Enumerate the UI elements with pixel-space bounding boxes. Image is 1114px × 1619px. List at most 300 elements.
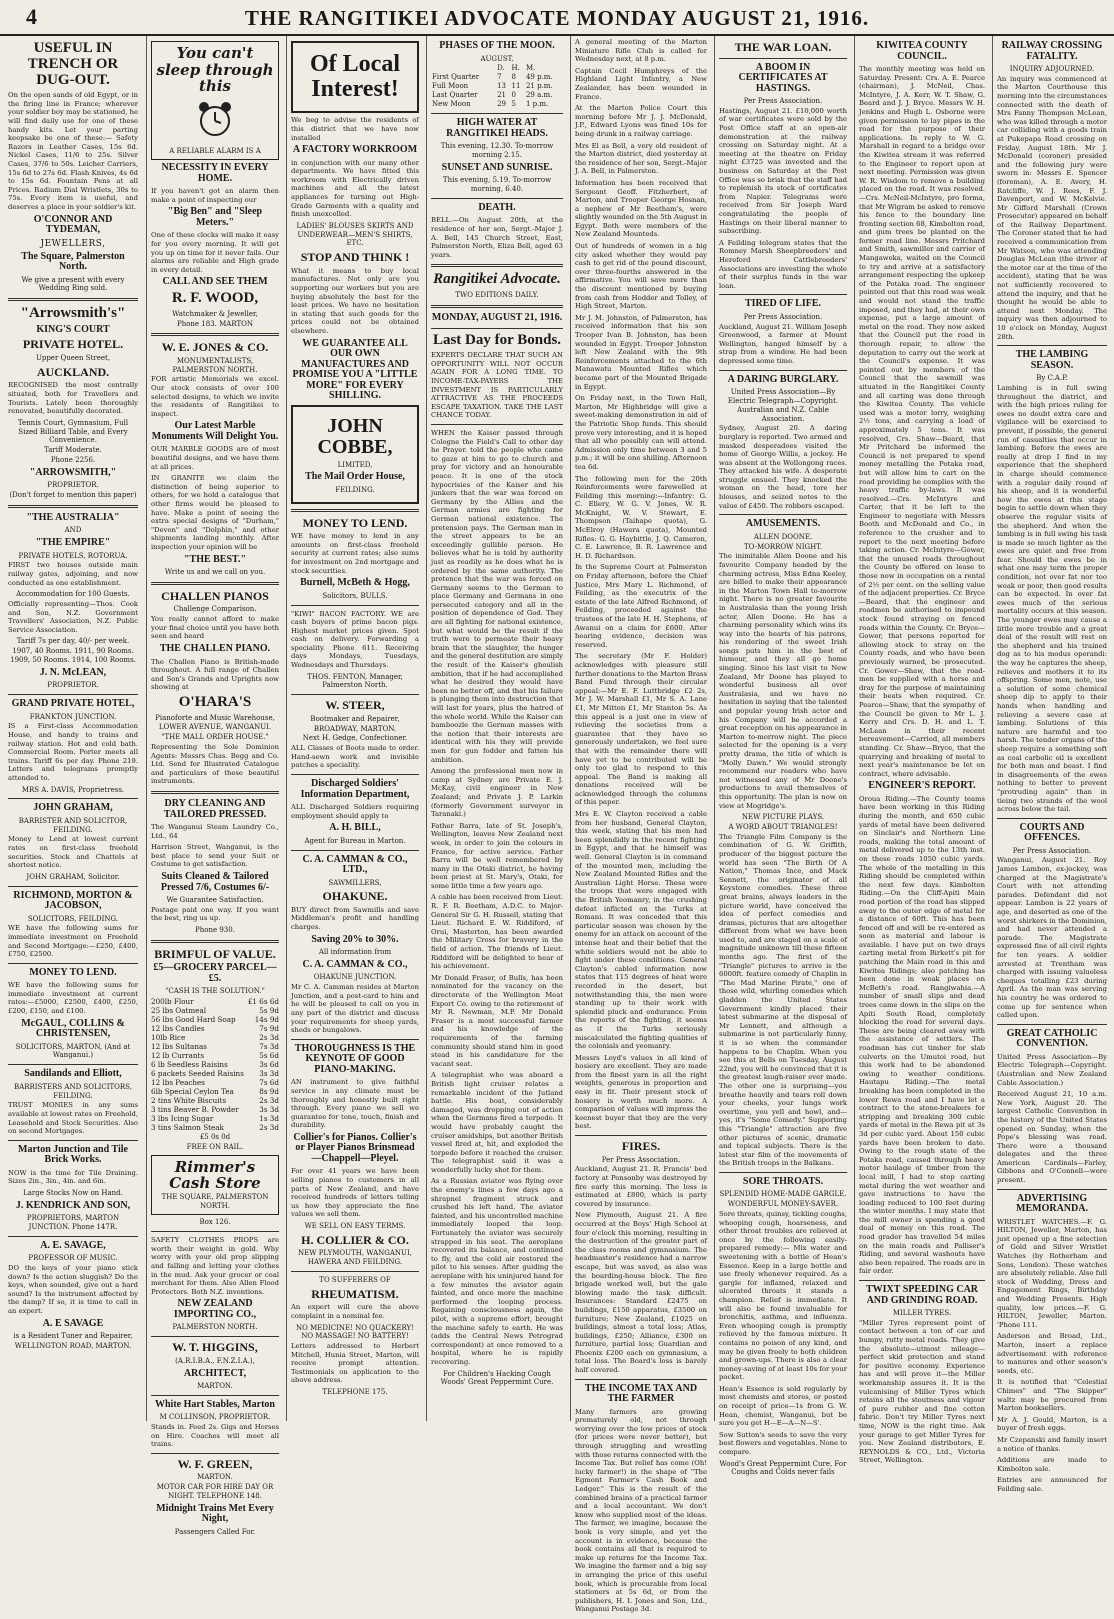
camman-body2: Mr C. A. Camman resides at Marton Junction, and a post-card to him and he will be pleased to call on you in any part of the district and discuss your requirements for sheep yards, sheds or bungalows. [291, 983, 419, 1035]
fires-body: Auckland, August 21. R. Francis' bed factory at Ponsonby was destroyed by fire early this morning. The loss is estimated at £800, which is party covered by insurance. [575, 1165, 707, 1208]
hotel-street: Upper Queen Street, [35, 354, 111, 362]
grocery-price: 5s 9d [259, 1006, 279, 1016]
grocery-row [151, 1051, 279, 1060]
ohara-name: O'HARA'S [178, 693, 252, 710]
death-body: BELL.—On August 20th, at the residence of her son, Sergt.-Major J. A. Bell, 145 Church Street, East, Palmerston North, Eliza Bell, aged 63 years. [431, 216, 563, 259]
grand-body: IS a First-class Accommodation House, and handy to trains and railway station. Hot and cold bath. Commercial Room. Porter meets all trains. Tariff 6s per day. Phone 219. Letters and telegrams promptly attended to. [8, 722, 138, 782]
amuse-body: The inimitable Allen Doone and his favourite Company headed by the charming actress, Miss Edna Keeley, are billed to make their appearance in the Marton Town Hall to-morrow night. There is no greater favourite in Australasia than the young Irish actor, Allen Doone. He has a charming personality which wins its way into the hearts of his patrons, his rendering of the sweet Irish songs puts him in the best of humour, and they all go home singing. Since his last visit to New Zealand, Mr Doone has played to wonderful business all over Australasia, and we have no hesitation in saying that the talented and popular young Irish actor and his Company will be accorded a great reception on his appearance in Marton to-morrow night. The piece selected for the opening is a very pretty drama, the title of which is "Molly Dawn." We would strongly recommend our readers who have not witnessed any of Mr Doone's productions to avail themselves of this opportunity. The plan is now on view at Mogridge's. [719, 552, 847, 810]
tide-body: This evening, 12.30. To-morrow morning 2.15. [440, 142, 554, 160]
twixt-title: TWIXT SPEEDING CAR AND GRINDING ROAD. [865, 1284, 979, 1306]
camman-junction: OHAKUNE JUNCTION. [313, 973, 397, 982]
amuse-sub: ALLEN DOONE. [753, 532, 813, 541]
camman-body: BUY direct from Sawmills and save Middleman's profit and handling charges. [291, 905, 419, 932]
jones-granite: IN GRANITE we claim the distinction of being superior to others, for we hold a catalogue that other firms would be pleased to have. Make a point of seeing the extra special designs of "Durham," "Devon" and "Dolphin," and other shipments landing monthly. After inspection your opinion will be [151, 474, 279, 551]
war-pa: Per Press Association. [743, 97, 823, 106]
grocery-price: 2s 3d [259, 1033, 279, 1043]
tide-title: HIGH WATER AT RANGITIKEI HEADS. [446, 117, 548, 139]
camman-name: C. A. CAMMAN & CO., LTD., [302, 853, 408, 875]
steer-place: BROADWAY, MARTON. [313, 724, 397, 733]
column-3 [286, 36, 423, 1421]
moon-cell: 0 [511, 91, 516, 100]
grocery-item: 3 tins Salmon Steak [151, 1123, 224, 1133]
col5-body4: Mrs El as Bell, a very old resident of the Marton district, died yesterday at the residence of her son, Sergt.-Major J. A. Bell, in Palmerston. [575, 141, 707, 176]
page-number: 4 [26, 4, 37, 29]
moon-cell: New Moon [432, 100, 471, 109]
postage: Postage paid one way. If you want the best, ring us up. [151, 905, 279, 923]
rail-body: An inquiry was commenced at the Marton Courthouse this morning into the circumstances connected with the death of Mrs Fanny Thompson McLean, who was killed through a motor car colliding with a goods train at Pukepapa Road crossing on Friday, August 18th. Mr J. McDonald (coroner) presided and the following jury were sworn in: Messrs E. Spencer (foreman), A. E. Avery, H. Ratcliffe, W. J. Rees, F. J. Davenport, and W. McKelvie. Mr Gifford Marshall (Crown Prosecutor) appeared on behalf of the Railway Department. The Coroner stated that he had received a communication from Mr Watson, who was attending Douglas McLean (the driver of the motor car at the time of the accident), stating that he was not sufficiently recovered to attend the inquiry, and that he thought he would be able to attend next Monday. The inquiry was then adjourned to 10 o'clock on Monday, August 28th. [997, 74, 1107, 341]
col5-body13: Messrs Loyd's values in all kind of hosiery are excellent. They are made from the finest yarn in all the right weights, generous in proportion and easy in fit. Their present stock of hosiery is worth much more. A comparison of values will impress the keenest buyer that they are the very best. [575, 1053, 707, 1131]
brimful-cash: "CASH IS THE SOLUTION." [165, 987, 265, 996]
col5-body9: The following men for the 20th Reinforcements were farewelled at Feilding this morning:—Infantry: G. C. Ellery, W. G. V. Jones, W. R. McKnight, W. V. Stewart, E. Thompson (Taihape quota), G. McElroy (Hawera quota), Mounted Rifles: G. G. Haybittle, J. Q. Cameron, C. E. Lawrence, B. R. Lawrence and H. D. Richardson. [575, 474, 707, 560]
soldiers-title: Discharged Soldiers' Information Department, [300, 778, 410, 800]
grocery-table [151, 997, 279, 1132]
grocery-row [151, 1015, 279, 1024]
camman-addr: All information from [318, 948, 392, 957]
jones-best: "THE BEST." [183, 553, 247, 565]
sleep-title: NECESSITY IN EVERY HOME. [161, 162, 269, 184]
advert-body7: Entries are announced for Feilding sale. [997, 1476, 1107, 1493]
advert-body3: It is notified that "Celestial Chimes" and "The Skipper" waltz may be procured from Marton booksellers. [997, 1378, 1107, 1413]
money-body: WE have the following sums for immediate investment at current rates:—£5000, £2500, £400, £250, £200, £150, and £100. [8, 981, 138, 1016]
local-interest-box [291, 41, 419, 113]
advert-body4: Mr A. J. Gould, Marton, is a buyer of fresh eggs. [997, 1415, 1107, 1433]
amuse-title: AMUSEMENTS. [745, 518, 821, 530]
rheum-body: An expert will cure the above complaint in a nominal fee. [291, 1303, 419, 1320]
column-4 [426, 36, 567, 1421]
camman-sub: SAWMILLERS, [328, 878, 382, 887]
paper-sub: TWO EDITIONS DAILY. [455, 291, 539, 300]
tri-body: The Triangle Film Company is the combination of G. W. Griffith, producer of the biggest picture the world has seen "The Birth Of A Nation," Thomas Ince, and Mack Sennett, the originator of all Keystone comedies. These three great brains, always leaders in the picture world, have conceived the idea of perfect comedies and dramas, pictures that are altogether different from what we have been used to, and are staged on a scale of magnitude unknown till these fifteen months ago. The first of the "Triangle" pictures to arrive is the 6000ft. feature comedy of Chaplin in "The Mad Marine Pirate," one of those wild, whirling comedies which gladden the United States Government kindly placed their latest submarine at the disposal of Mr Lennett, and although a submarine is not particularly funny, it is so when the commander happens to be Chaplin. When you see this at Bells on Tuesday, August 22nd, you will be convinced that it is the greatest laugh-raiser ever made. The other one is surprising—you breathe heavily and tears roll down your cheeks, your lungs work overtime, you yell and howl, and—yes, it's "Some Comedy." Supporting this "Triangle" attraction are five other pictures of scenic, dramatic and topical subjects. There is the latest star film of the movements of the British troops in the Balkans. [719, 832, 847, 1168]
col5-body2: Captain Cecil Humphreys of the Highland Light Infantry, a New Zealander, has been wounded in France. [575, 66, 707, 101]
hotel-court: KING'S COURT [36, 323, 110, 335]
sore-body3: Sow Sutton's seeds to save the very best flowers and vegetables. None to compare. [719, 1430, 847, 1457]
grocery-price: 7s 9d [259, 1024, 279, 1034]
mcgaul-name: McGAUL, COLLINS & CHRISTENSEN, [21, 1017, 125, 1040]
grocery-price: 5s 6d [259, 1051, 279, 1061]
richmond-name: RICHMOND, MORTON & JACOBSON, [13, 889, 133, 912]
lamb-body: Lambing is in full swing throughout the district, and with the high prices ruling for ewes no doubt extra care and vigilance will be exercised to prevent, if possible, the general run of casualties that occur in lambing. Before the ewes are really at drop I find in my experience that the shepherd in charge should commence with a regular daily round of his sheep, and it is wonderful how the ewes at this stage begin to settle down when they observe the regular visits of the shepherd. And when the lambing is in full swing his task is made so much lighter as the ewes are quiet and free from fear. Should the ewes be in what one may term the proper condition, not over fat nor too weak or poor, then good results can be expected. In over fat ewes much of the serious mortality occurs at this season. The younger ewes may cause a little more trouble and a great deal of the result will rest on the shepherd and his trained dog as to his modus operandi: the way he captures the sheep, relieves and mothers it to its offspring. Some men, note, use a solution of some chemical sheep dip to apply to their hands when handling and relieving a severe case at lambing. Solutions of this nature are harmful and too harsh. The tender organs of the sheep require a something soft as coal carbolic oil is excellent for both man and beast. I find in disagreements of the ewes nothing to better to prevent "protruding again" than in tieing two strands of the wool across below the tail. [997, 384, 1107, 814]
col3-money-title: MONEY TO LEND. [302, 515, 408, 530]
alarm-clock-icon [155, 99, 275, 143]
sandilands-name: Sandilands and Elliott, [24, 1068, 122, 1080]
sleep-caption: A RELIABLE ALARM IS A [169, 146, 261, 155]
grocery-row [151, 997, 279, 1006]
grocery-price: 7s 3d [259, 1042, 279, 1052]
steer-name: W. STEER, [325, 698, 385, 713]
higgins-sub: (A.R.I.B.A., F.N.Z.I.A.), [175, 1356, 255, 1365]
death-title: DEATH. [478, 201, 516, 213]
kaiser-body: WHEN the Kaiser passed through Cologne the Field's Call to other day he Prayer. told the people who came to gaze at him to go to church and pray for victory and an honourable peace. It is one of the stock hypocrisies of the Kaiser and his junkers that the war was forced on Germany by the Allies and the German armies are fighting for German national existence. The pretension pays. The German man in the street appears to be an exceedingly gullible person. He believes what he is told by authority just as readily as he does what he is ordered by the same authority. The pretence that the war was forced on Germany seems to the German to place Germany and Germans in one persecuted category and all in the position of dependence of God. They are all fighting for national existence, but what would be the result if the truth were to permeate their heavy brain that the slaughter, the hunger and the general destitution are simply the result of the Kaiser's ghoulish ambition, that if he had accomplished what he desired they would have been no better off, and that his failure is plunging them into destruction that will last for years, plus the hatred of the whole world. While the Kaiser can bamboozle the German masses with the notion that their interests are identical with his they will provide men for gun fodder and fatten his ambition. [431, 429, 564, 764]
hotel-mention: (Don't forget to mention this paper) [9, 491, 137, 500]
phone: Phone 930. [195, 925, 235, 934]
masthead [0, 0, 1114, 36]
white-hart-prop: M COLLINSON, PROPRIETOR. [159, 1413, 271, 1422]
green-place: MARTON. [197, 1473, 233, 1482]
higgins-place: MARTON. [197, 1382, 233, 1390]
col5-body8: On Friday next, in the Town Hall, Marton, Mr Highbridge will give a sweet-making demonstration in aid of the Patriotic Shop funds. This should prove very interesting, and it is hoped that all who possibly can will attend. Admission only time between 3 and 5 p.m.; it will be one shilling. Afternoon tea 6d. [575, 394, 707, 471]
rimmers-line2: THE SQUARE, PALMERSTON NORTH. [161, 1192, 269, 1210]
grand-prop: MRS A. DAVIS, Proprietress. [21, 785, 125, 794]
convention-title: GREAT CATHOLIC CONVENTION. [1006, 1027, 1098, 1050]
empire-body: FIRST two houses outside main railway gates, adjoining, and now conducted as one establishment. [8, 561, 138, 587]
useful-title: USEFUL IN TRENCH OR DUG-OUT. [27, 40, 119, 88]
lamb-title: THE LAMBING SEASON. [1015, 349, 1089, 371]
moon-cell: 21 p.m. [525, 82, 553, 91]
grocery-row [151, 1042, 279, 1051]
thorough-body: AN instrument to give faithful service in any climate must be thoroughly and honestly built right through. Every piano we sell we guarantee for tone, touch, finish and durability. [291, 1078, 419, 1130]
moon-cell: 13 [497, 82, 506, 91]
sore-body: Sore throats, quinsy, tickling coughs, whooping cough, hoarseness, and other throat troubles are relieved at once by the following easily-prepared remedy:— Mix water and sweetening with a bottle of Hean's Essence. Keep in a large bottle and use freely whenever required. As a gargle for inflamed, relaxed and ulcerated throats it stands a champion. Relief is immediate. It will also be found invaluable for bronchitis, asthma, and influenza. Even whooping cough is promptly relieved by the famous mixture. It contains no poison of any kind, and may be given freely to both children and grown-ups. There is also a clear money-saving of at least 10s for your pocket. [719, 1210, 847, 1382]
graham-body: Money to Lend at lowest current rates on first-class freehold securities. Stock and Chattels at shortest notice. [8, 835, 138, 870]
white-hart: White Hart Stables, Marton [155, 1398, 275, 1410]
sore-sub: SPLENDID HOME-MADE GARGLE. [719, 1190, 847, 1199]
moon-title: PHASES OF THE MOON. [439, 40, 555, 51]
wood-sub: Watchmaker & Jeweller, [172, 309, 258, 318]
courts-title: COURTS AND OFFENCES. [1019, 821, 1085, 844]
advert-body5: Mr Czepanski and family insert a notice of thanks. [997, 1435, 1107, 1453]
brick-sub: PROPRIETORS, MARTON JUNCTION. Phone 147R. [26, 1214, 120, 1231]
grocery-row [151, 1114, 279, 1123]
brick-body: NOW is the time for Tile Draining. Sizes 2in., 3in., 4in. and 6in. [8, 1168, 138, 1186]
grocery-price: 8s 9d [259, 1087, 279, 1097]
hotel-phone: Phone 2256. [50, 455, 96, 464]
sandilands-sub: BARRISTERS AND SOLICITORS, FEILDING. [14, 1082, 132, 1100]
wanganui-name: The Wanganui Steam Laundry Co., Ltd., 64 [151, 823, 279, 840]
cobbe-sub: LIMITED, [337, 460, 373, 469]
engineer-body: Oroua Riding.—The County teams have been working in this Riding during the month, and 650 cubic yards of metal have been delivered on Sinclair's and Northern Line roads, making the total amount of metal delivered up to the 13th inst. on these roads 1050 cubic yards. The whole of the metalling in this Riding should be completed within the next few days. Kimbolton Riding.—On the Cliff-Apiti Main road portion of the road has slipped away to the outer edge of metal for a distance of 60ft. This has been fenced off and will be re-entered as soon as material and labour is available. I have put on two drays carting metal from Birkett's pit for patching the Main road in this and Kiwitea Ridings; also patching has been done in weak places on McBeth's road. Rangiwahia.—A number of small slips and dead trees came down in the slips on the Apiti South Road, completely blocking the road for several days. These are being cleared away with the assistance of settlers. The roadman has cut timber for slab culverts on the Umutoi road, but this work had to be abandoned owing to weather conditions. Hautapu Riding.—The metal breaking has been completed in the lower Rewa road and I have let a contract to the stone-breakers for stripping and breaking 300 cubic yards of metal in the Rewa pit at 3s 3d per cubic yard. About 150 cubic yards have been broken to date. Owing to the rough state of the Potaka road, caused through heavy motor haulage of timber from the local mill, I had to stop carting metal during the wet weather and gave instructions to have the loading reduced to 100 feet during the winter months. I may state that the mill owner is spending a good deal of money on this road. The road grader has travelled 54 miles on the main roads and Palliser's Riding, and several washouts have also been repaired. The roads are in fair order. [859, 794, 985, 1276]
moon-cell: 21 [497, 91, 506, 100]
kaiser-body6: A telegraphist who was aboard a British light cruiser relates a remarkable incident of the Jutland battle. His boat, considerably damaged, was dropping out of action when the Germans fired a torpedo. It would have probably caught the cruiser amidships, but another British vessel fired at, hit, and exploded the torpedo before it reached the cruiser. The telegraphist said it was a wonderfully lucky shot for them. [431, 1071, 563, 1174]
moon-cell: 1 p.m. [525, 100, 549, 109]
grocery-item: 12 lbs Candles [151, 1024, 205, 1034]
col5-body10: In the Supreme Court at Palmerston on Friday afternoon, before the Chief Justice, Mrs Mary L. Richmond, of Feilding, as the executrix of the estate of the late Alfred Richmond, of Feilding, proceeded against the trustees of the late H. H. Stephens, of Awanui on a claim for £600. After hearing evidence, decision was reserved. [575, 563, 707, 649]
grocery-total: £5 0s 0d [199, 1133, 231, 1142]
hotel-body: RECOGNISED the most centrally situated, both for Travellers and Tourists. Lately been thoroughly renovated, beautifully decorated. [8, 381, 138, 416]
grocery-row [151, 1078, 279, 1087]
brick-title: Marton Junction and Tile Brick Works. [18, 1143, 128, 1166]
hotel-private: PRIVATE HOTEL. [22, 337, 124, 352]
white-hart-body: Stands in. Feed 2s. Gigs and Horses on Hire. Coaches will meet all trains. [151, 1423, 279, 1449]
ohara-sub: Pianoforte and Music Warehouse, [155, 713, 275, 722]
war-body: Hastings, August 21. £10,000 worth of war certificates were sold by the Post Office staff at an open-air demonstration at the railway crossing on Saturday night. At a meeting at the theatre on Friday night £3725 was invested and the business on Saturday at the Post Office was so brisk that the staff had to replenish its stock of certificates from Napier. Telegrams were received from Sir Joseph Ward congratulating the people of Hastings on their liberal manner to subscribing. [719, 106, 847, 236]
local-body: We beg to advise the residents of this district that we have now installed [291, 116, 419, 142]
workroom-title: A FACTORY WORKROOM [292, 144, 418, 156]
soldiers-body: ALL Discharged Soldiers requiring employment should apply to [291, 803, 419, 820]
moon-head-0 [431, 64, 496, 73]
wood-phone: Phone 183. MARTON [176, 319, 254, 328]
savage-body: DO the keys of your piano stick down? Is the action sluggish? Do the keys, when sounded, give out a hard sound? Is the instrument affected by the damp? If so, it is time to call in an expert. [8, 1264, 138, 1316]
kaiser-body3: Father Barra, late of St. Joseph's, Wellington, leaves New Zealand next week, in order to join the colours in France, for active service. Father Barra will be well remembered by many in the Otaki district, he having been priest at St. Mary's, Otaki, for some little time a few years ago. [431, 821, 563, 890]
rheum-title: RHEUMATISM. [311, 1286, 399, 1301]
grocery-item: 200lb Flour [151, 997, 194, 1007]
australia-and: AND [64, 526, 82, 535]
grocery-price: 2s 3d [259, 1096, 279, 1106]
fires-body2: New Plymouth, August 21. A fire occurred at the Boys' High School at four o'clock this morning, resulting in the destruction of the greater part of the class rooms and gymnasium. The headmaster's residence had a narrow escape, but was saved, as also was the boarding-house block. The fire brigade worked well, but the gale blowing made the task difficult. Insurances: Standard £2475 on buildings, £150 apparatus, £3500 on furniture; New Zealand, £1025 on buildings, almost a total loss; Atlas, buildings, £250; Alliance, £300 on furniture, partial loss; Guardian and Phoenix £200 each on gymnasium, a total loss. The Board's loss is barely half covered. [575, 1211, 707, 1375]
tired-title: TIRED OF LIFE. [744, 298, 822, 310]
moon-cell: First Quarter [432, 73, 480, 82]
rail-sub: INQUIRY ADJOURNED. [1009, 65, 1095, 73]
safety-body: SAFETY CLOTHES PROPS are worth their weight in gold. Why worry with your old prop slipping and falling and letting your clothes in the mud. Ask your grocer or coal merchant for them. Also Allen Flood Protectors. Both N.Z. inventions. [151, 1236, 279, 1296]
workroom-body: in conjunction with our many other departments. We have fitted this workroom with Electrically driven machines and all the latest appliances for turning out High-Grade Garments with a quality and finish unexcelled. [291, 158, 419, 219]
challen-name: CHALLEN PIANOS [161, 588, 269, 603]
income-title: THE INCOME TAX AND THE FARMER [584, 1382, 698, 1405]
moon-cell: 29 [497, 100, 506, 109]
rheum-body2: Letters addressed to Herbert Mitchell, Hunia Street, Marton, will receive prompt attention. Testimonials on application to the above address. [291, 1342, 419, 1385]
kaiser-body4: A cable has been received from Lieut. R. F. R. Beetham, A.D.C. to Major-General Sir G. H. Russell, stating that Lieut. Richard E. W. Riddiford, of Orui, Masterton, has been awarded the Military Cross for bravery in the field of action. The friends of Lieut. Riddiford will be delighted to hear of his achievement. [431, 893, 563, 971]
oconnor-address: The Square, Palmerston North. [21, 250, 125, 273]
guarantee-title: WE GUARANTEE ALL OUR OWN MANUFACTURES AND PROMISE YOU A "LITTLE MORE" FOR EVERY SHILLING. [292, 337, 418, 402]
sandilands-body: TRUST MONIES in any sums available at lowest rates on Freehold, Leasehold and Stock Securities. Also on second Mortgages. [8, 1101, 138, 1136]
empire-title: "THE EMPIRE" [35, 537, 111, 549]
bonds-title: Last Day for Bonds. [432, 331, 562, 348]
bill-sub: Agent for Bureau in Marton. [304, 836, 406, 845]
grocery-item: 3 tins Beaver B. Powder [151, 1105, 239, 1115]
jones-body: FOR artistic Memorials we excel. Our stock consists of over 100 selected designs, to which we invite the residents of Rangitikei to inspect. [151, 375, 279, 418]
sleep-products: "Big Ben" and "Sleep Meters." [167, 206, 263, 228]
advert-body: WRISTLET WATCHES.—F. G. HILTON, Jeweller, Marton, has just opened up a fine selection of Gold and Silver Wristlet Watches (by Rotherham and Sons, London). These watches are absolutely reliable. Also full stock of Wedding, Dress and Engagement Rings, Birthday and Wedding Presents. High quality, low prices.—F. G. HILTON, Jeweller, Marton. 'Phone 111. [997, 1217, 1107, 1329]
sun-body: This evening, 5.19. To-morrow morning, 6.40. [442, 176, 552, 194]
grocery-item: 6 lb Seedless Raisins [151, 1060, 228, 1070]
suits-line: Suits Cleaned & Tailored Pressed 7/6, Costumes 6/- [160, 871, 270, 893]
jones-name: W. E. JONES & CO. [161, 340, 269, 355]
dry-title: DRY CLEANING AND TAILORED PRESSED. [163, 798, 267, 820]
ohara-address: LOWER AVENUE, WANGANUI. [158, 723, 272, 732]
council-body: The monthly meeting was held on Saturday. Present: Crs. A. E. Pearce (chairman), J. McNeil, Chas. McIntyre, J. A. Kerr, W. T. Shaw, G. Beard and J. J. Bryce. Messrs W. H. Jenkins and Hugh L. Osborne were given permission to lay pipes in the road for the purpose of their applications. In reply to W. G. Marshall in regard to a bridge over the Kiwitea stream it was referred to the Engineer to report upon at next meeting. Permission was given W. R. Wisdom to remove a building placed on the road. It was resolved.—Crs. McNeil-McIntyre, pro forma, that Mr Wigram be asked to remove his fence to the boundary line fronting section 68, Kimbolton road, and gum trees be planted on the former road line. Messrs Pritchard and Smith, sawmiller and carrier of Mangaweka, waited on the Council to try and arrive at a satisfactory arrangement respecting the upkeep of the Potaka road. The engineer pointed out that this road was weak and would not stand the traffic imposed, and they had, at their own expense, put a large amount of metal on the road. They now asked that the Council put the road in thorough repair, to allow the deputation to carry out the work at the Council's expense. It was pointed out by members of the Council that the sawmill was situated in the Rangitikei County and all carting was done through the Kiwitea County. The vehicle used was a motor lorry, weighing 2½ tons, and carrying a load of approximately 5 tons. It was resolved, Crs. Shaw—Beard, that Mr Pritchard be informed the Council is not prepared to spend money metalling the Potaka road, but will allow him to cart on the road providing he complies with the heavy traffic by-laws. It was resolved.—Crs. McIntyre and Carter, that it be left to the Engineer to negotiate with Messrs Booth and McDonald and Co., in reference to the crusher and to report to the next meeting before taking action. Cr. McIntyre—Gower, that the unused roads throughout the County be offered on lease to those now in occupation on a rental of 2½ per cent. on the selling value of the adjacent properties. Cr. Bryce—Beard, that the engineer and roadmen be authorised to impound stock found straying on fenced roads within the County. Cr. Bryce—Gower, that persons reported for allowing stock to stray on the County roads, and who have been previously warned, be prosecuted. Cr. Gower—Shaw, that the road-men be supplied with a horse and dray for the purpose of maintaining their beats when required. Cr. Pearce—Shaw, that the sympathy of the Council be given to Mr L. J. Kerry and Crs. D. H. and L. T. McLean in their recent bereavement—Carried, all members standing. Cr. Shaw—Bryce, that the quarrying and breaking of metal to next year's maintenance be let on contract, where advisable. [859, 65, 985, 778]
grocery-price: 3s 3d [259, 1069, 279, 1079]
green-body: MOTOR CAR FOR HIRE DAY OR NIGHT. TELEPHONE 148. [156, 1483, 274, 1501]
burglary-title: A DARING BURGLARY. [727, 373, 839, 385]
kiwi-body: "KIWI" BACON FACTORY. WE are cash buyers of prime bacon pigs. Highest market prices given. Spot cash on delivery. Forwarding a speciality. Phone 611. Receiving days Mondays, Tuesdays, Wednesdays and Thursdays. [291, 609, 419, 670]
rheum-phone: TELEPHONE 175. [322, 1388, 388, 1397]
burnell-name: Burnell, McBeth & Hogg, [300, 577, 410, 589]
convention-pa: United Press Association—By Electric Telegraph—Copyright. (Australian and New Zealand Cable Association.) [997, 1052, 1107, 1087]
kaiser-body2: Among the professional men now in camp at Sydney are Private E. J. McKay, civil engineer in New Zealand; and Private J. P. Larkin (formerly Government surveyor in Taranaki.) [431, 767, 563, 819]
grocery-item: 12 lbs Sultanas [151, 1042, 207, 1052]
wood-call: CALL AND SEE THEM [162, 276, 268, 288]
green-name: W. F. GREEN, [177, 1456, 253, 1471]
tri-title: A WORD ABOUT TRIANGLES! [728, 822, 838, 831]
column-6 [714, 36, 851, 1477]
col5-body3: At the Marton Police Court this morning before Mr J. J. McDonald, J.P., Edward Lyons was fined 10s for being drunk in a railway carriage. [575, 104, 707, 138]
grocery-row [151, 1069, 279, 1078]
collier-terms: WE SELL ON EASY TERMS. [304, 1221, 406, 1230]
grocery-price: 2s 3d [259, 1123, 279, 1133]
grocery-item: 6lb Special Ceylon Tea [151, 1087, 234, 1097]
moon-head-1: D. [497, 64, 505, 73]
collier-sub: NEW PLYMOUTH, WANGANUI, HAWERA AND FEILDING. [298, 1249, 412, 1267]
grocery-item: 6 packets Seeded Raisins [151, 1069, 244, 1079]
green-passengers: Passengers Called For. [174, 1527, 256, 1536]
column-2 [146, 36, 283, 1536]
collier-body: For over 41 years we have been selling pianos to customers in all parts of New Zealand, and have received hundreds of letters telling us how they appreciate the fine values we sell them. [291, 1167, 419, 1219]
oconnor-sub: JEWELLERS, [40, 238, 106, 249]
richmond-sub: SOLICITORS, FEILDING. [27, 914, 119, 923]
grocery-row [151, 1060, 279, 1069]
advert-body6: Additions are made to Kimbolton sale. [997, 1456, 1107, 1473]
grocery-price: £1 6s 6d [247, 997, 279, 1007]
jones-headline: Our Latest Marble Monuments Will Delight You. [151, 420, 279, 442]
ohara-body: Representing the Sole Dominion Agents: Messrs Chas. Begg and Co. Ltd. Send for Illustrated Catalogue and particulars of these beautiful instruments. [151, 743, 279, 786]
empire-rooms: 1907, 40 Rooms. 1911, 90 Rooms. 1909, 50 Rooms. 1914, 100 Rooms. [10, 647, 136, 664]
burnell-sub: Solicitors, BULLS. [322, 591, 388, 600]
bonds-body: EXPERTS DECLARE THAT SUCH AN OPPORTUNITY WILL NOT OCCUR AGAIN FOR A LONG TIME. TO INCOME-TAX-PAYERS THE INVESTMENT IS PARTICULARLY ATTRACTIVE AS THE PROCEEDS ESCAPE TAXATION. TAKE THE LAST CHANCE TODAY. [431, 351, 563, 420]
burglary-body: Sydney, August 20. A daring burglary is reported. Two armed and masked desperadoes visited the home of George Willis, a jockey. He was absent at the Wollongong races. They attacked his wife. A desperate struggle ensued. They knocked the woman on the head, tore her blouses, and seized notes to the value of £450. The robbers escaped. [719, 424, 847, 510]
jones-sub: MONUMENTALISTS, PALMERSTON NORTH. [172, 356, 258, 374]
grocery-item: 12 lbs Peaches [151, 1078, 205, 1088]
date-line: MONDAY, AUGUST 21, 1916. [431, 312, 563, 323]
cobbe-store: The Mail Order House, [305, 471, 405, 483]
col3-money-body: WE have money to lend in any amounts on first-class freehold security at current rates; also sums for investment on 2nd mortgage and stock securities. [291, 532, 419, 575]
collier-name: H. COLLIER & CO. [301, 1232, 409, 1247]
sore-sub2: WONDERFUL MONEY-SAVER. [727, 1200, 839, 1209]
rail-title: RAILWAY CROSSING FATALITY. [1001, 40, 1103, 62]
ohara-house: "THE MALL ORDER HOUSE." [161, 733, 269, 742]
graham-name: JOHN GRAHAM, [33, 802, 113, 814]
higgins-name: W. T. HIGGINS, [172, 1340, 258, 1355]
collier-title: Collier's for Pianos. Collier's or Player Pianos Brinsmead—Chappell—Pleyel. [293, 1131, 417, 1164]
grocery-item: 12 lb Currants [151, 1051, 205, 1061]
savage-address: WELLINGTON ROAD, MARTON. [14, 1341, 132, 1350]
hotel-city: AUCKLAND. [36, 364, 110, 379]
grocery-item: 2 tins White Biscuits [151, 1096, 227, 1106]
hotel-name2: "ARROWSMITH," [29, 466, 117, 478]
savage-sub2: is a Resident Tuner and Repairer, [13, 1332, 133, 1341]
courts-pa: Per Press Association. [1012, 846, 1092, 855]
grocery-price: 14s 9d [254, 1015, 279, 1025]
savage-name: A. E. SAVAGE, [40, 1239, 106, 1251]
grocery-free: FREE ON RAIL. [186, 1142, 244, 1151]
jones-marble: OUR MARBLE GOODS are of most beautiful designs, and we have them at all prices. [151, 445, 279, 471]
green-tagline: Midnight Trains Met Every Night, [156, 1502, 274, 1525]
column-8 [992, 36, 1111, 1493]
rimmers-box: Box 126. [199, 1218, 231, 1227]
war-sub: A BOOM IN CERTIFICATES AT HASTINGS. [738, 61, 828, 94]
moon-cell: Full Moon [432, 82, 469, 91]
column-5 [570, 36, 711, 1614]
money-title: MONEY TO LEND. [29, 966, 117, 978]
sore-body2: Hean's Essence is sold regularly by most chemists and stores, or posted on receipt of price—1s from G. W. Hean, chemist, Wanganui, but be sure you get H—E—A—N—S'. [719, 1384, 847, 1428]
tired-body: Auckland, August 21. William Joseph Greenwood, a farmer at Mount Wellington, hanged himself by a strap from a window. He had been depressed some time. [719, 322, 847, 366]
brick-owner: J. KENDRICK AND SON, [15, 1199, 131, 1211]
grocery-row [151, 1096, 279, 1105]
grocery-price: 3s 6d [259, 1060, 279, 1070]
kiwi-sign: THOS. FENTON, Manager, Palmerston North. [307, 672, 403, 690]
grocery-item: 56 lbs Good Hard Soap [151, 1015, 236, 1025]
oconnor-note: We give a present with every Wedding Ring sold. [21, 275, 125, 293]
convention-body: Received August 21, 10 a.m. New York, August 20. The largest Catholic Convention in the history of the United States opened on Sunday, when the Pope's blessing was read. There were a thousand delegates and the three American Cardinals—Farley, Gibbons and O'Connell—were present. [997, 1090, 1107, 1185]
richmond-body: WE have the following sums for immediate investment on Freehold and Second Mortgage:—£250, £400, £750, £2500. [8, 924, 138, 959]
council-title: KIWITEA COUNTY COUNCIL. [876, 40, 968, 62]
graham-sign: JOHN GRAHAM, Solicitor. [26, 872, 120, 881]
masthead-title: THE RANGITIKEI ADVOCATE MONDAY AUGUST 21, 1916. [244, 6, 870, 30]
advert-body2: Anderson and Broad, Ltd., Marton, insert a replace advertisement with reference to manures and other season's seeds, etc. [997, 1332, 1107, 1375]
rimmers-line1: Rimmer's Cash Store [169, 1157, 261, 1193]
moon-table [431, 64, 563, 109]
moon-cell: 29 a.m. [525, 91, 553, 100]
moon-head-2: H. [511, 64, 520, 73]
grocery-row [151, 1123, 279, 1132]
twixt-sub: MILLER TYRES. [892, 1309, 952, 1318]
sleep-body: If you haven't got an alarm then make a point of inspecting our [151, 187, 279, 204]
lamb-by: By C.A.P. [1036, 374, 1068, 383]
mclean-name: J. N. McLEAN, [39, 666, 107, 678]
mcgaul-sub: SOLICITORS, MARTON, (And at Wanganui.) [15, 1042, 131, 1060]
bill-name: A. H. BILL, [329, 822, 381, 834]
challen-body2: The Challen Piano is British-made throughout. A full range of Challen and Son's Grands and Uprights now showing at [151, 657, 279, 692]
courts-body: Wanganui, August 21. Roy James Lambon, ex-jockey, was charged at the Magistrate's Court with not attending parades. Defendant did not appear. Lambon is 22 years of age, and deserted as one of the worst shirkers in the Dominion, and had never attended a parade. The Magistrate expressed fine of all civil rights for ten years. A soldier arrested at Trentham was charged with issuing valueless cheques totalling £23 during April. As the man was serving his country he was ordered to come up for sentence when called upon. [997, 856, 1107, 1020]
col5-body5: Information has been received that Sergeant Geoff. Fitzherbert, of Marton, and Trooper George Hosnan, a nephew of Mr Beetham's, were slightly wounded on the 5th August in Egypt. Both were members of the New Zealand Mounteds. [575, 178, 707, 239]
grocery-row [151, 1087, 279, 1096]
kaiser-body7: As a Russian aviator was flying over the enemy's lines a few days ago a shrapnel fragment struck and crushed his left hand. The aviator fainted, and his uncontrolled machine immediately looped the loop. Fortunately the aviator was securely strapped in his seat. The aeroplane recovered its balance, and continued to fly, and the cold air restored the pilot to his senses. After guiding the aeroplane with his uninjured hand for a few minutes the aviator again fainted, and once more the machine performed the looping process. Regaining consciousness again, the pilot, with a supreme effort, brought the machine safely to earth. He was (adds the Central News Petrograd correspondent) at once removed to a hospital, where he is rapidly recovering. [431, 1177, 563, 1366]
col5-body7: Mr J. M. Johnston, of Palmerston, has received information that his son Trooper Ivan B. Johnston, has been wounded in Egypt. Trooper Johnston left New Zealand with the 9th Reinforcements attached to the 6th Manawatu Mounted Rifles which became part of the Mounted Brigade in Egypt. [575, 313, 707, 391]
steer-body: ALL Classes of Boots made to order. Hand-sewn work and invisible patches a speciality. [291, 744, 419, 770]
rheum-intro: TO SUFFERERS OF [319, 1275, 391, 1284]
moon-cell: 5 [511, 100, 516, 109]
steer-next: Next H. Gedge, Confectioner. [302, 734, 408, 743]
camman-saving: Saving 20% to 30%. [311, 933, 399, 945]
brick-stock: Large Stocks Now on Hand. [23, 1188, 123, 1197]
grocery-row [151, 1006, 279, 1015]
plays-title: NEW PICTURE PLAYS. [741, 813, 825, 822]
column-1 [4, 36, 142, 1421]
blouses: LADIES' BLOUSES SKIRTS AND UNDERWEAR—MEN'S SHIRTS, ETC. [296, 221, 414, 248]
grocery-row [151, 1033, 279, 1042]
challen-body: You really cannot afford to make your final choice until you have both seen and heard [151, 615, 279, 641]
alarm-clock-ad [151, 41, 279, 160]
cobbe-place: FEILDING. [335, 485, 375, 494]
war-body2: A Feilding telegram states that the Romney Marsh Sheepbreeders' and Hereford Cattlebreeders' Associations are investing the whole of their surplus funds in the war loan. [719, 238, 847, 290]
challen-sub: Challenge Comparison. [173, 605, 257, 614]
oconnor-name: O'CONNOR AND TYDEMAN, [33, 213, 113, 236]
steer-sub: Bootmaker and Repairer, [310, 714, 400, 723]
sore-title: SORE THROATS. [742, 1175, 824, 1187]
camman-place: OHAKUNE. [322, 889, 388, 904]
moon-cell: 11 [511, 82, 521, 91]
grocery-price: 1s 3d [259, 1114, 279, 1124]
moon-cell: 7 [497, 73, 502, 82]
challen-piano: THE CHALLEN PIANO. [159, 643, 271, 655]
hotel-title: "Arrowsmith's" [20, 305, 126, 322]
grocery-item: 3 lbs Icing Sugar [151, 1114, 214, 1124]
kaiser-foot: For Children's Hacking Cough Woods' Great Peppermint Cure. [440, 1369, 554, 1387]
war-title: THE WAR LOAN. [734, 40, 832, 54]
stop-title: STOP AND THINK ! [300, 250, 410, 265]
sleep-script: You can't sleep through this [156, 44, 274, 95]
wood-name: R. F. WOOD, [171, 289, 259, 306]
tired-pa: Per Press Association. [743, 312, 823, 321]
col5-body6: Out of hundreds of women in a big city asked whether they would pay cash to get rid of the pound discount, over three-fourths answered in the affirmative. You will save more than the discount mentioned by buying from cash from Hodder and Tolley, of High Street, Marton. [575, 242, 707, 311]
cobbe-name: JOHN COBBE, [317, 414, 393, 458]
brimful-sub: £5—GROCERY PARCEL—£5. [153, 962, 277, 984]
hotel-amenities: Tennis Court, Gymnasium, Full Sized Billiard Table, and Every Convenience. [17, 418, 129, 445]
empire-tariff: Tariff 7s per day, 40/- per week. [16, 637, 130, 646]
graham-sub: BARRISTER AND SOLICITOR, FEILDING. [18, 816, 128, 834]
higgins-role: ARCHITECT, [183, 1367, 247, 1379]
empire-accom: Accommodation for 100 Guests. [16, 590, 130, 599]
savage-name2: A. E SAVAGE [42, 1317, 104, 1329]
paper-title: Rangitikei Advocate. [433, 271, 561, 288]
rimmers-logo [151, 1155, 279, 1216]
grocery-price: 7s 6d [259, 1078, 279, 1088]
empire-official: Officially representing—Thos. Cook and Son, N.Z. Government Travellers' Association, N.Z. Public Service Association. [8, 600, 138, 634]
empire-sub: PRIVATE HOTELS, ROTORUA. [18, 551, 128, 560]
fires-title: FIRES. [621, 1139, 661, 1154]
hotel-prop: PROPRIETOR. [47, 481, 99, 490]
grand-sub: FRANKTON JUNCTION. [29, 712, 117, 721]
grocery-item: 25 lbs Oatmeal [151, 1006, 207, 1016]
sore-foot: Wood's Great Peppermint Cure, For Coughs and Colds never fails [719, 1459, 847, 1477]
nz-sub: PALMERSTON NORTH. [172, 1323, 258, 1332]
